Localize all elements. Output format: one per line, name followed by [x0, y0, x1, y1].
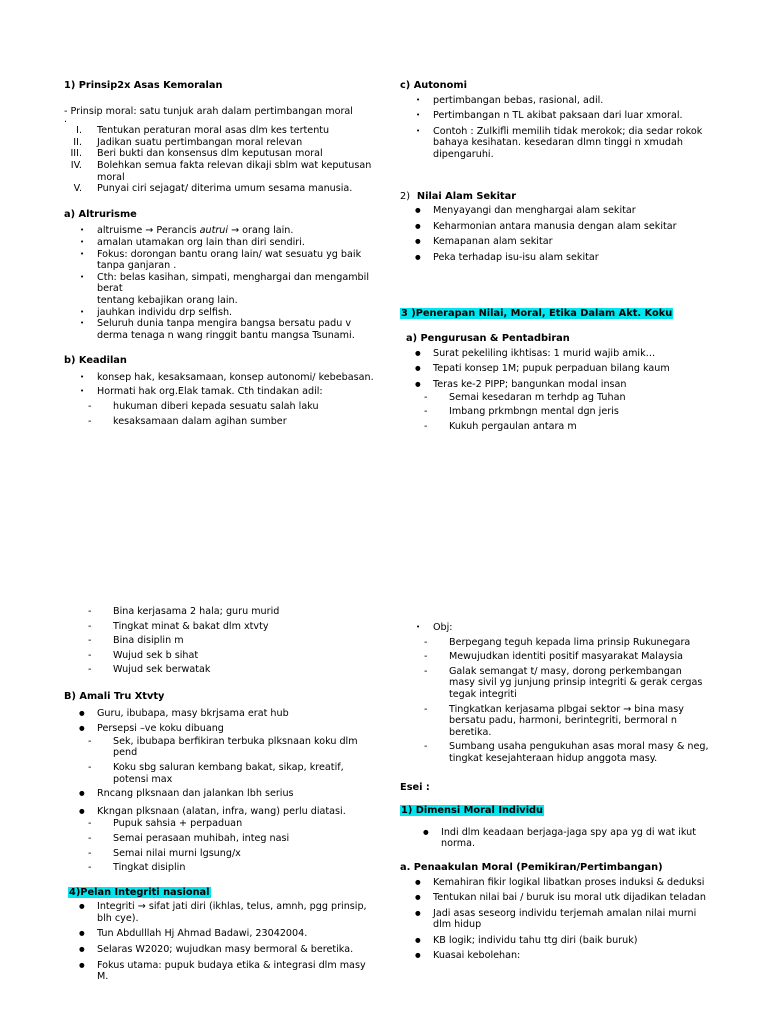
list-item: II. Jadikan suatu pertimbangan moral relevan	[73, 136, 303, 148]
list-item: ● Tentukan nilai bai / buruk isu moral utk dijadikan teladan	[400, 892, 710, 904]
list-item: - Pupuk sahsia + perpaduan	[80, 818, 374, 830]
list-item: ● Indi dlm keadaan berjaga-jaga spy apa yg di wat ikut norma.	[408, 827, 710, 850]
autonomy-title: c) Autonomi	[400, 80, 467, 91]
list-item: ● Tun Abdulllah Hj Ahmad Badawi, 23042004.	[64, 928, 374, 940]
list-item: ● Tepati konsep 1M; pupuk perpaduan bilang kaum	[400, 363, 710, 375]
altruism-list	[64, 225, 374, 295]
list-item: • Hormati hak org.Elak tamak. Cth tindakan adil:	[64, 386, 374, 398]
list-item: ● Kuasai kebolehan:	[400, 950, 710, 962]
list-item: ● Surat pekeliling ikhtisas: 1 murid wajib amik…	[400, 348, 710, 360]
altruism-list-2	[64, 307, 374, 342]
section-2-title: 2) Nilai Alam Sekitar	[400, 190, 517, 202]
list-item: • Fokus: dorongan bantu orang lain/ wat sesuatu yg baik tanpa ganjaran .	[64, 249, 374, 272]
dimension-title: 1) Dimensi Moral Individu	[401, 805, 544, 817]
list-item: - Berpegang teguh kepada lima prinsip Rukunegara	[416, 637, 710, 649]
list-item: I. Tentukan peraturan moral asas dlm kes tertentu	[76, 125, 330, 137]
list-item: ● Fokus utama: pupuk budaya etika & integrasi dlm masy M.	[64, 960, 374, 983]
list-item: ● KB logik; individu tahu ttg diri (baik buruk)	[400, 935, 710, 947]
list-item: - Tingkat minat & bakat dlm xtvty	[80, 621, 374, 633]
altruism-title: a) Altrurisme	[64, 208, 137, 220]
practice-sublist-2	[80, 818, 374, 873]
practice-title: B) Amali Tru Xtvty	[64, 690, 165, 702]
list-item: IV. Bolehkan semua fakta relevan dikaji sblm wat keputusan moral	[70, 159, 372, 183]
section-1-title: 1) Prinsip2x Asas Kemoralan	[64, 80, 223, 91]
left-column-top	[64, 80, 374, 430]
list-item: ● Kemahiran fikir logikal libatkan proses induksi & deduksi	[400, 877, 710, 889]
list-item: ● Persepsi –ve koku dibuang	[64, 723, 374, 735]
list-item: ● Integriti → sifat jati diri (ikhlas, telus, amnh, pgg prinsip, blh cye).	[64, 901, 374, 924]
list-item: - kesaksamaan dalam agihan sumber	[80, 416, 374, 428]
objectives-sublist	[80, 606, 374, 676]
left-column-bottom	[64, 606, 374, 987]
right-column-top	[400, 80, 710, 435]
practice-sublist	[80, 736, 374, 785]
reasoning-list	[400, 877, 710, 963]
list-item: - Tingkat disiplin	[80, 862, 374, 874]
list-item: - Sek, ibubapa berfikiran terbuka plksnaan koku dlm pend	[80, 736, 374, 759]
list-item: - Koku sbg saluran kembang bakat, sikap, kreatif, potensi max	[80, 762, 374, 785]
list-item: - Wujud sek berwatak	[80, 664, 374, 676]
list-item: - Mewujudkan identiti positif masyarakat Malaysia	[416, 651, 710, 663]
list-item: ● Menyayangi dan menghargai alam sekitar	[400, 205, 710, 217]
list-item: - Kukuh pergaulan antara m	[416, 421, 710, 433]
list-item: - hukuman diberi kepada sesuatu salah laku	[80, 401, 374, 413]
objectives-list	[400, 622, 710, 634]
management-sublist	[416, 392, 710, 433]
justice-title: b) Keadilan	[64, 355, 127, 367]
objectives-sublist	[416, 637, 710, 765]
management-list	[400, 348, 710, 391]
list-item: ● Selaras W2020; wujudkan masy bermoral & beretika.	[64, 944, 374, 956]
list-item: ● Jadi asas seseorg individu terjemah amalan nilai murni dlm hidup	[400, 908, 710, 931]
reasoning-title: a. Penaakulan Moral (Pemikiran/Pertimbangan)	[400, 861, 663, 873]
list-item: ● Peka terhadap isu-isu alam sekitar	[400, 252, 710, 264]
list-item: - Galak semangat t/ masy, dorong perkembangan masy sivil yg junjung prinsip integriti & gerak cergas tegak integriti	[416, 666, 710, 701]
list-item: ● Guru, ibubapa, masy bkrjsama erat hub	[64, 708, 374, 720]
practice-list-2	[64, 788, 374, 817]
practice-list	[64, 708, 374, 735]
right-column-bottom	[400, 622, 710, 966]
justice-sublist	[80, 401, 374, 427]
list-item: V. Punyai ciri sejagat/ diterima umum sesama manusia.	[73, 183, 353, 195]
list-item: III. Beri bukti dan konsensus dlm keputusan moral	[70, 148, 323, 160]
management-title: a) Pengurusan & Pentadbiran	[406, 333, 570, 345]
list-item: - Sumbang usaha pengukuhan asas moral masy & neg, tingkat kesejahteraan hidup anggota masy.	[416, 741, 710, 764]
section-4-title: 4)Pelan Integriti nasional	[69, 886, 210, 898]
intro-text-cont: .	[64, 114, 68, 126]
intro-text: - Prinsip moral: satu tunjuk arah dalam pertimbangan moral	[64, 105, 353, 117]
section-3-title: 3 )Penerapan Nilai, Moral, Etika Dalam Akt. Koku	[401, 307, 673, 319]
list-item: ● Keharmonian antara manusia dengan alam sekitar	[400, 221, 710, 233]
justice-list	[64, 372, 374, 398]
list-item: - Tingkatkan kerjasama plbgai sektor → bina masy bersatu padu, harmoni, berintegriti, bermoral n beretika.	[416, 704, 710, 739]
list-item: - Wujud sek b sihat	[80, 650, 374, 662]
essay-label: Esei :	[400, 781, 430, 793]
list-item: - Bina disiplin m	[80, 635, 374, 647]
list-item: • konsep hak, kesaksamaan, konsep autonomi/ kebebasan.	[64, 372, 374, 384]
list-item: • jauhkan individu drp selfish.	[64, 307, 374, 319]
list-item: • pertimbangan bebas, rasional, adil.	[400, 95, 710, 107]
dimension-list	[408, 827, 710, 850]
list-item: • amalan utamakan org lain than diri sendiri.	[64, 237, 374, 249]
altruism-extra: tentang kebajikan orang lain.	[97, 294, 238, 306]
list-item: ● Teras ke-2 PIPP; bangunkan modal insan	[400, 379, 710, 391]
list-item: - Semai perasaan muhibah, integ nasi	[80, 833, 374, 845]
list-item: • altruisme → Perancis autrui → orang lain.	[64, 225, 374, 237]
list-item: - Semai kesedaran m terhdp ag Tuhan	[416, 392, 710, 404]
list-item: - Semai nilai murni lgsung/x	[80, 848, 374, 860]
list-item: - Bina kerjasama 2 hala; guru murid	[80, 606, 374, 618]
principles-list	[64, 125, 374, 195]
list-item: ● Kkngan plksnaan (alatan, infra, wang) perlu diatasi.	[64, 806, 374, 818]
list-item: • Contoh : Zulkifli memilih tidak merokok; dia sedar rokok bahaya kesihatan. kesedaran dlmn tinggi n xmudah dipengaruhi.	[400, 126, 710, 161]
list-item: • Seluruh dunia tanpa mengira bangsa bersatu padu v derma tenaga n wang ringgit bantu mangsa Tsunami.	[64, 318, 374, 341]
list-item: ● Kemapanan alam sekitar	[400, 236, 710, 248]
list-item: ● Rncang plksnaan dan jalankan lbh serius	[64, 788, 374, 800]
list-item: • Pertimbangan n TL akibat paksaan dari luar xmoral.	[400, 110, 710, 122]
integrity-list	[64, 901, 374, 983]
list-item: • Obj:	[400, 622, 710, 634]
environment-list	[400, 205, 710, 263]
autonomy-list	[400, 95, 710, 161]
list-item: - Imbang prkmbngn mental dgn jeris	[416, 406, 710, 418]
list-item: • Cth: belas kasihan, simpati, menghargai dan mengambil berat	[64, 272, 374, 295]
